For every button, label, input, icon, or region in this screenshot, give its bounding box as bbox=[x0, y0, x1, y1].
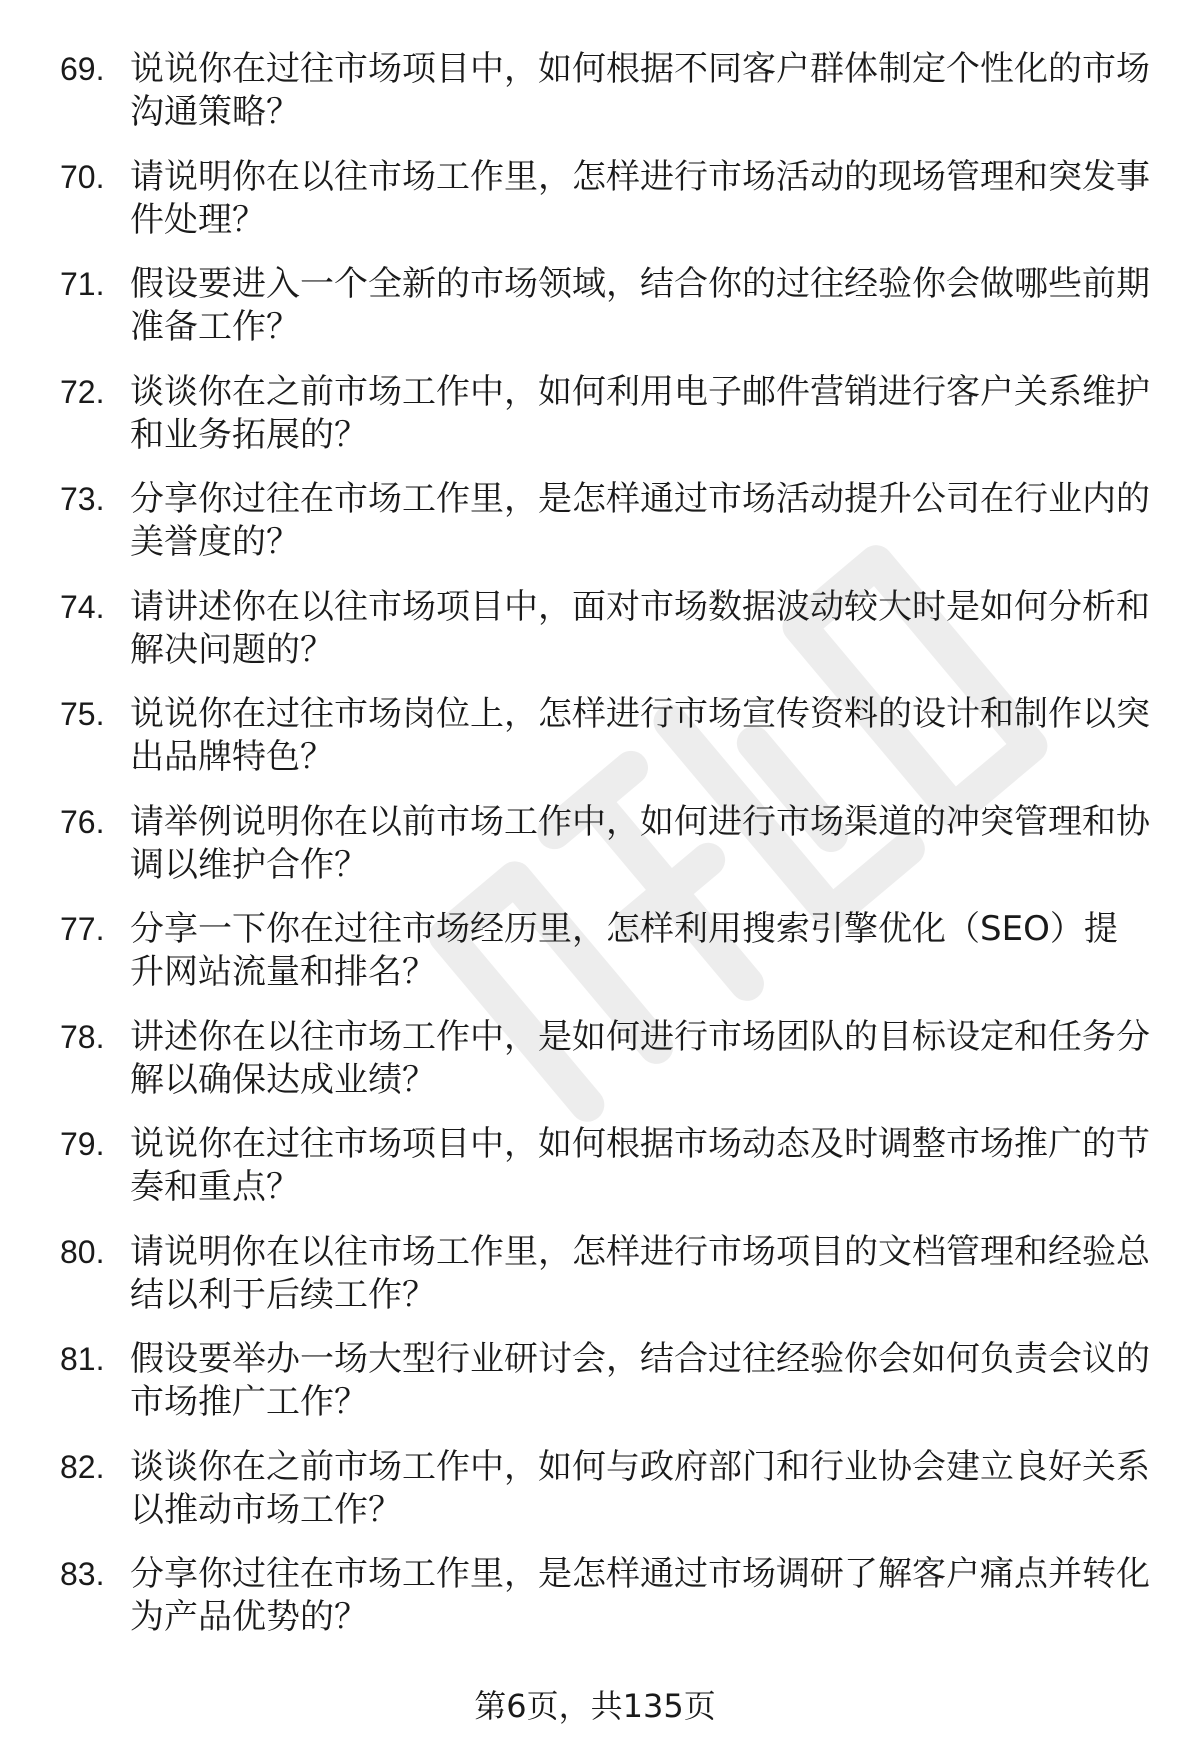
question-item bbox=[60, 478, 1160, 564]
question-list bbox=[60, 48, 1160, 1661]
question-text: 分享你过往在市场工作里，是怎样通过市场调研了解客户痛点并转化为产品优势的？ bbox=[130, 1554, 1150, 1637]
question-number: 76. bbox=[60, 803, 105, 840]
question-number: 80. bbox=[60, 1233, 105, 1270]
question-text: 谈谈你在之前市场工作中，如何与政府部门和行业协会建立良好关系以推动市场工作？ bbox=[130, 1446, 1150, 1530]
question-text: 讲述你在以往市场工作中，是如何进行市场团队的目标设定和任务分解以确保达成业绩？ bbox=[130, 1016, 1150, 1100]
question-item bbox=[60, 263, 1160, 349]
page-number-label: 第6页，共135页 bbox=[474, 1687, 716, 1725]
question-item bbox=[60, 371, 1160, 457]
question-item bbox=[60, 801, 1160, 887]
question-text: 分享你过往在市场工作里，是怎样通过市场活动提升公司在行业内的美誉度的？ bbox=[130, 479, 1150, 562]
question-item bbox=[60, 1231, 1160, 1317]
question-item bbox=[60, 1016, 1160, 1102]
question-text: 分享一下你在过往市场经历里，怎样利用搜索引擎优化（SEO）提升网站流量和排名？ bbox=[130, 909, 1118, 992]
question-number: 70. bbox=[60, 158, 105, 195]
question-number: 72. bbox=[60, 373, 105, 410]
question-number: 82. bbox=[60, 1448, 105, 1485]
question-text: 说说你在过往市场项目中，如何根据市场动态及时调整市场推广的节奏和重点？ bbox=[130, 1124, 1150, 1207]
question-number: 81. bbox=[60, 1341, 105, 1377]
question-item bbox=[60, 908, 1160, 994]
question-item bbox=[60, 1338, 1160, 1424]
question-number: 75. bbox=[60, 696, 105, 732]
question-text: 请说明你在以往市场工作里，怎样进行市场活动的现场管理和突发事件处理？ bbox=[130, 156, 1150, 240]
question-text: 谈谈你在之前市场工作中，如何利用电子邮件营销进行客户关系维护和业务拓展的？ bbox=[130, 371, 1150, 455]
question-item bbox=[60, 693, 1160, 779]
question-number: 83. bbox=[60, 1556, 105, 1592]
question-text: 假设要进入一个全新的市场领域，结合你的过往经验你会做哪些前期准备工作？ bbox=[130, 264, 1150, 347]
question-item bbox=[60, 1446, 1160, 1532]
question-item bbox=[60, 1123, 1160, 1209]
question-number: 73. bbox=[60, 481, 105, 517]
question-number: 69. bbox=[60, 51, 105, 87]
question-number: 79. bbox=[60, 1126, 105, 1162]
question-text: 说说你在过往市场项目中，如何根据不同客户群体制定个性化的市场沟通策略？ bbox=[130, 49, 1150, 132]
question-text: 说说你在过往市场岗位上，怎样进行市场宣传资料的设计和制作以突出品牌特色？ bbox=[130, 694, 1150, 777]
question-text: 请说明你在以往市场工作里，怎样进行市场项目的文档管理和经验总结以利于后续工作？ bbox=[130, 1231, 1150, 1315]
question-number: 74. bbox=[60, 588, 105, 625]
page-footer bbox=[0, 1686, 1190, 1726]
question-text: 假设要举办一场大型行业研讨会，结合过往经验你会如何负责会议的市场推广工作？ bbox=[130, 1339, 1150, 1422]
question-number: 78. bbox=[60, 1018, 105, 1055]
question-item bbox=[60, 586, 1160, 672]
question-text: 请讲述你在以往市场项目中，面对市场数据波动较大时是如何分析和解决问题的？ bbox=[130, 586, 1150, 670]
question-item bbox=[60, 156, 1160, 242]
question-item bbox=[60, 48, 1160, 134]
question-number: 77. bbox=[60, 911, 105, 947]
question-text: 请举例说明你在以前市场工作中，如何进行市场渠道的冲突管理和协调以维护合作？ bbox=[130, 801, 1150, 885]
question-item bbox=[60, 1553, 1160, 1639]
question-number: 71. bbox=[60, 266, 105, 302]
